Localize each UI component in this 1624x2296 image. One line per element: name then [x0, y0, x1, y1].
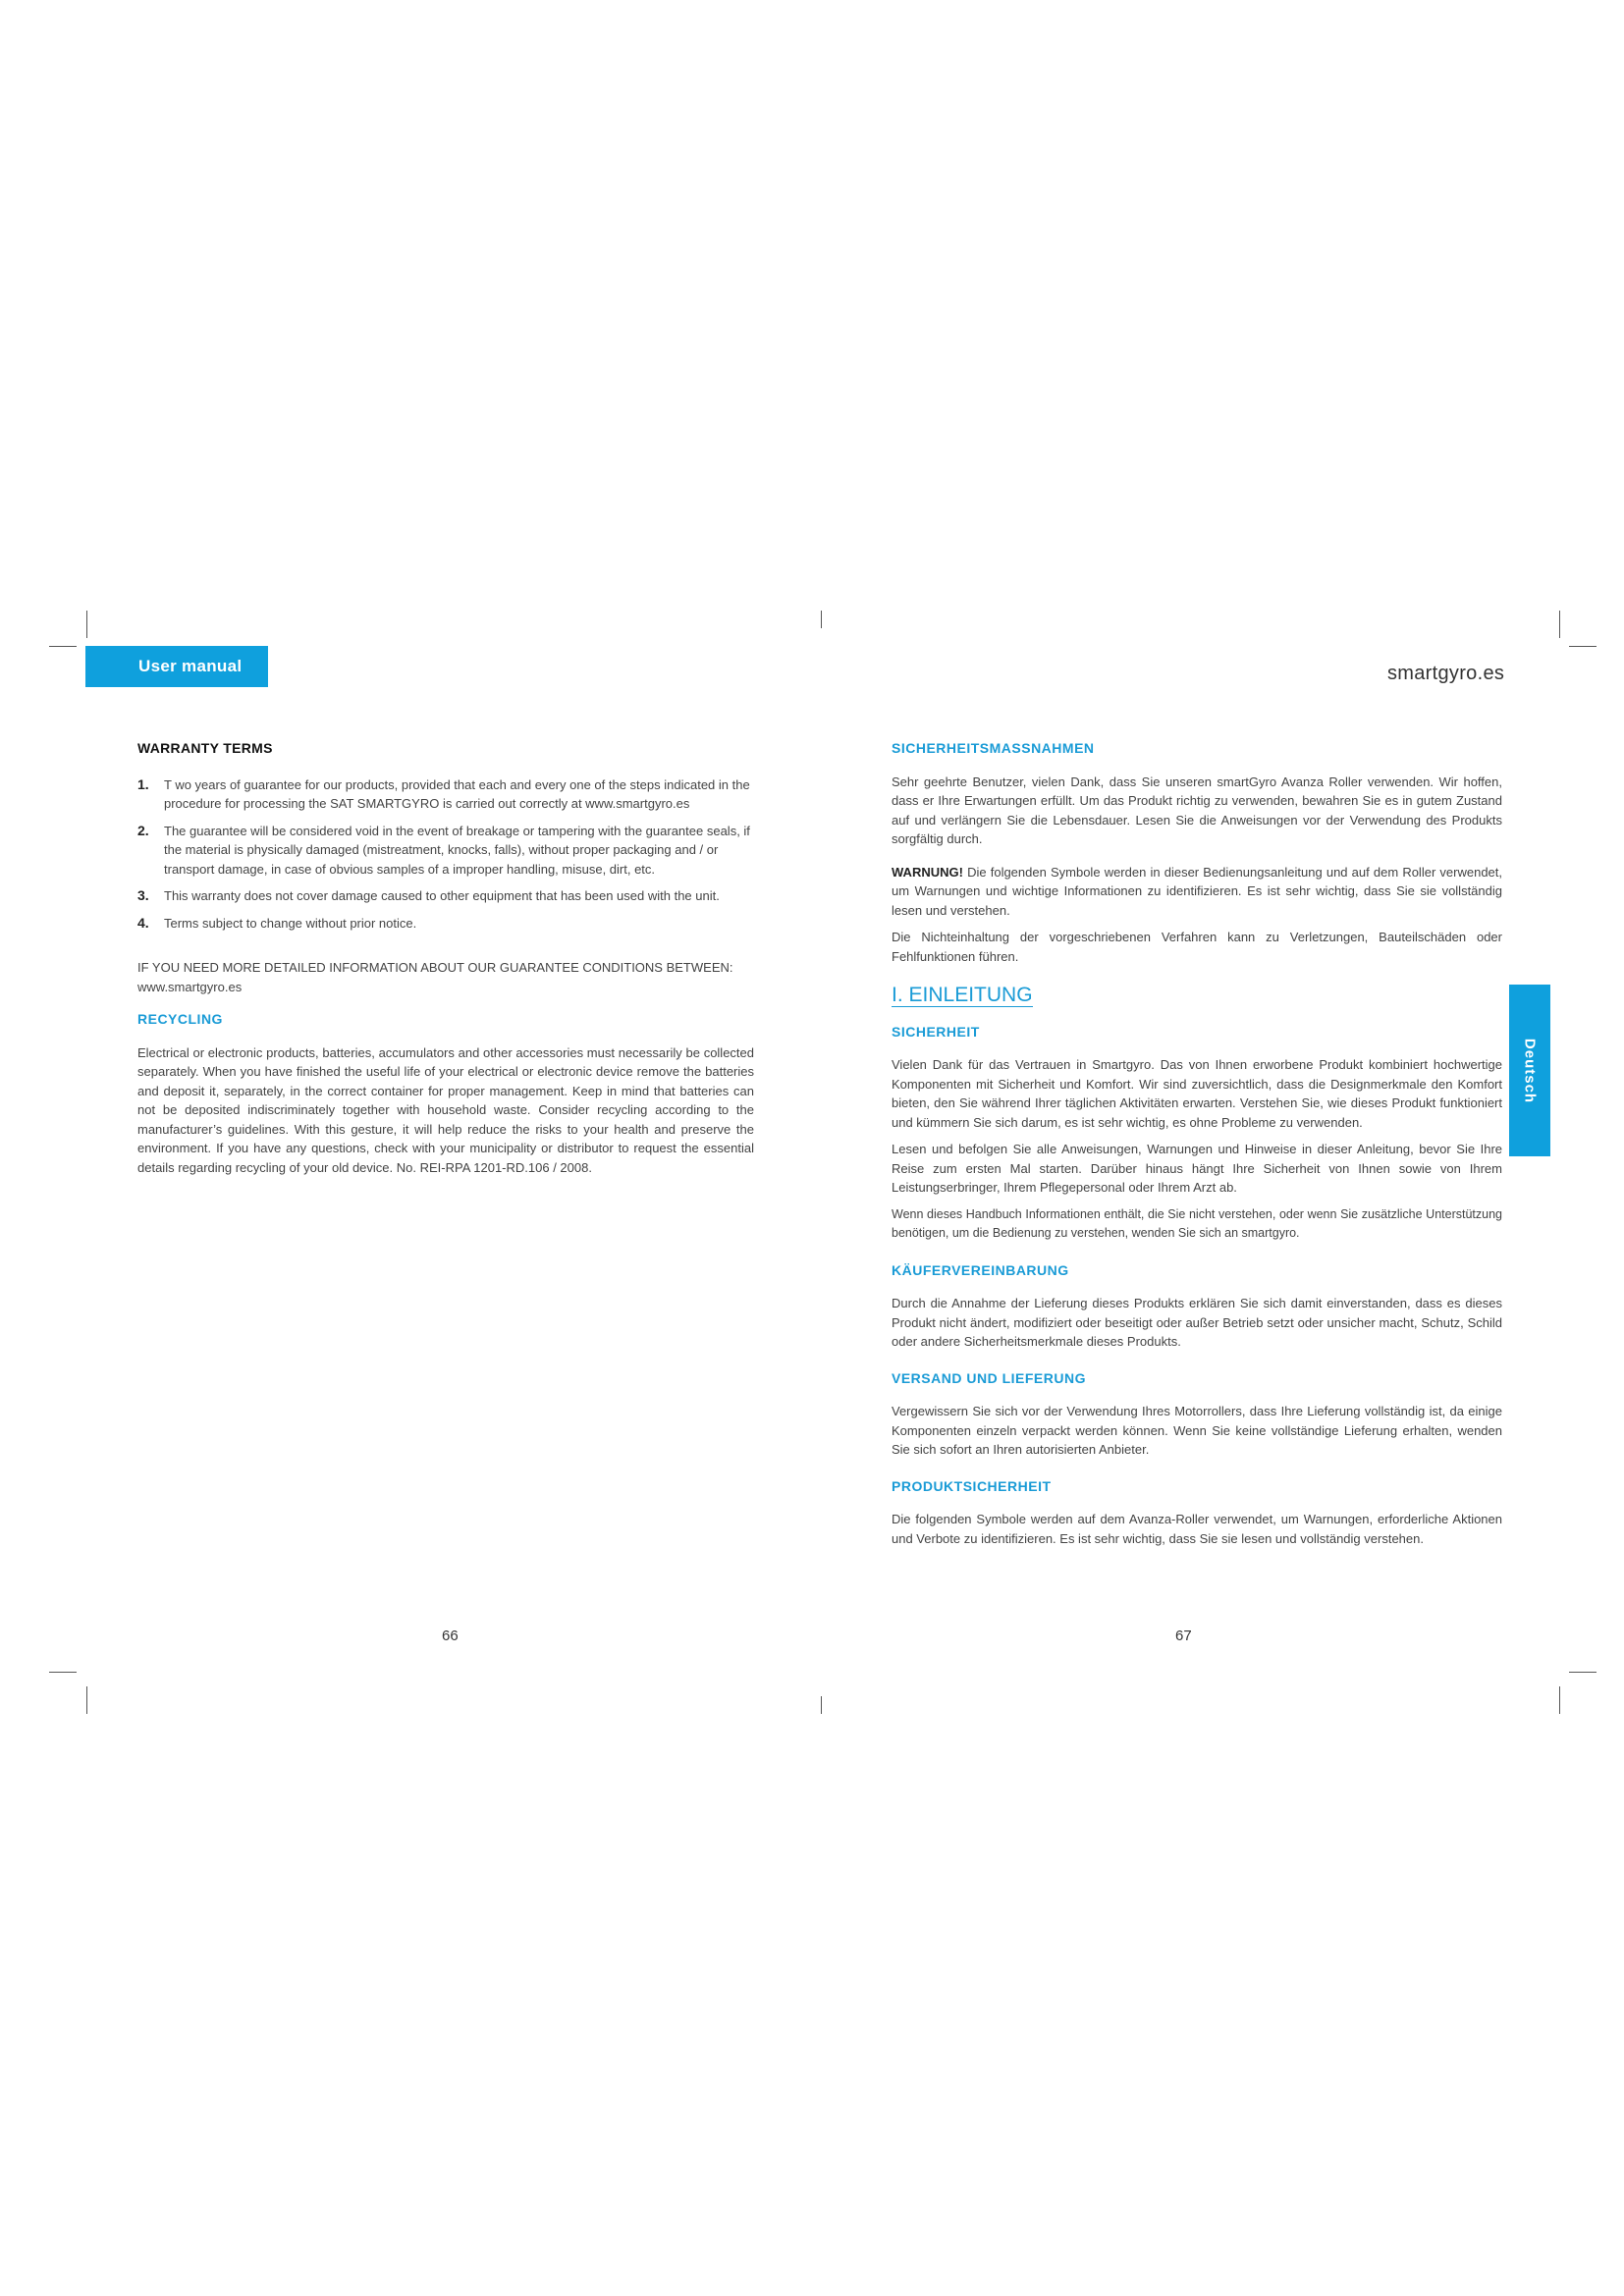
- crop-mark: [1569, 1672, 1597, 1673]
- user-manual-badge: User manual: [85, 646, 268, 687]
- left-page-column: [137, 739, 754, 1185]
- shipping-text: Vergewissern Sie sich vor der Verwendung Ihres Motorrollers, dass Ihre Lieferung vollständig ist, da einige Komponenten einzeln verpackt werden können. Wenn Sie keine vollständige Lieferung erhalten, wenden Sie sich sofort an Ihren autorisierten Anbieter.: [892, 1404, 1502, 1457]
- warranty-list: [137, 775, 754, 934]
- crop-mark: [821, 1696, 822, 1714]
- crop-mark: [821, 611, 822, 628]
- list-item: 2. The guarantee will be considered void in the event of breakage or tampering with the guarantee seals, if the material is physically damaged (mistreatment, knocks, falls), without proper packaging and / or transport damage, in case of obvious samples of a improper handling, misuse, dirt, etc.: [137, 822, 750, 877]
- crop-mark: [86, 611, 87, 638]
- list-item: 1. T wo years of guarantee for our products, provided that each and every one of the steps indicated in the procedure for processing the SAT SMARTGYRO is carried out correctly at www.smartgyro.es: [137, 775, 750, 811]
- safety-paragraph: Sehr geehrte Benutzer, vielen Dank, dass Sie unseren smartGyro Avanza Roller verwenden. Wir hoffen, dass er Ihre Erwartungen erfüllt. Um das Produkt richtig zu verwenden, bewahren Sie es in gutem Zustand auf und verlängern Sie die Lebensdauer. Lesen Sie die Anweisungen vor der Verwendung des Produkts sorgfältig durch.: [892, 774, 1502, 846]
- section-title: I. EINLEITUNG: [892, 984, 1033, 1006]
- recycling-title: RECYCLING: [137, 1011, 223, 1027]
- safety-title: SICHERHEITSMASSNAHMEN: [892, 740, 1095, 756]
- site-url: smartgyro.es: [1387, 663, 1505, 684]
- security-paragraph: Vielen Dank für das Vertrauen in Smartgyro. Das von Ihnen erworbene Produkt kombiniert hochwertige Komponenten mit Sicherheit und Komfort. Wir sind zuversichtlich, dass die Designmerkmale den Komfort bieten, den Sie während Ihrer täglichen Aktivitäten erwarten. Verstehen Sie, wie dieses Produkt funktioniert und kümmern Sie sich darum, es ist sehr wichtig, es ohne Probleme zu verwenden.: [892, 1057, 1502, 1130]
- buyer-agreement-text: Durch die Annahme der Lieferung dieses Produkts erklären Sie sich damit einverstanden, dass es dieses Produkt nicht ändert, modifiziert oder beseitigt oder außer Betrieb setzt oder unsicher macht, Schutz, Schild oder andere Sicherheitsmerkmale dieses Produkts.: [892, 1296, 1502, 1349]
- product-safety-title: PRODUKTSICHERHEIT: [892, 1477, 1052, 1494]
- crop-mark: [1559, 611, 1560, 638]
- crop-mark: [1559, 1686, 1560, 1714]
- security-paragraph: Wenn dieses Handbuch Informationen enthält, die Sie nicht verstehen, oder wenn Sie zusätzliche Unterstützung benötigen, um die Bedienung zu verstehen, wenden Sie sich an smartgyro.: [892, 1206, 1502, 1240]
- crop-mark: [1569, 646, 1597, 647]
- list-item: 4. Terms subject to change without prior notice.: [137, 914, 417, 931]
- security-title: SICHERHEIT: [892, 1023, 980, 1040]
- crop-mark: [49, 1672, 77, 1673]
- info-note: IF YOU NEED MORE DETAILED INFORMATION ABOUT OUR GUARANTEE CONDITIONS BETWEEN: www.smartgyro.es: [137, 960, 733, 994]
- language-tab: Deutsch: [1509, 985, 1550, 1156]
- page-number-left: 66: [442, 1628, 459, 1644]
- page-number-right: 67: [1175, 1628, 1192, 1644]
- safety-paragraph: Die Nichteinhaltung der vorgeschriebenen Verfahren kann zu Verletzungen, Bauteilschäden oder Fehlfunktionen führen.: [892, 930, 1502, 964]
- recycling-text: Electrical or electronic products, batteries, accumulators and other accessories must necessarily be collected separately. When you have finished the useful life of your electrical or electronic device remove the batteries and deposit it, separately, in the correct container for proper management. Keep in mind that batteries can not be deposited indiscriminately together with household waste. Consider recycling according to the manufacturer’s guidelines. With this gesture, it will help reduce the risks to your health and preserve the environment. If you have any questions, check with your municipality or distributor to request the essential details regarding recycling of your old device. No. REI-RPA 1201-RD.106 / 2008.: [137, 1044, 754, 1175]
- buyer-agreement-title: KÄUFERVEREINBARUNG: [892, 1261, 1069, 1278]
- security-paragraph: Lesen und befolgen Sie alle Anweisungen, Warnungen und Hinweise in dieser Anleitung, bevor Sie Ihre Reise zum ersten Mal starten. Darüber hinaus hängt Ihre Sicherheit von Ihnen sowie von Ihrem Leistungserbringer, Ihrem Pflegepersonal oder Ihrem Arzt ab.: [892, 1142, 1502, 1195]
- right-page-column: [892, 739, 1502, 1556]
- warning-label: WARNUNG!: [892, 864, 963, 880]
- product-safety-text: Die folgenden Symbole werden auf dem Avanza-Roller verwendet, um Warnungen, erforderliche Aktionen und Verbote zu identifizieren. Es ist sehr wichtig, dass Sie sie lesen und vollständig verstehen.: [892, 1512, 1502, 1546]
- warning-paragraph: WARNUNG! Die folgenden Symbole werden in dieser Bedienungsanleitung und auf dem Roller verwendet, um Warnungen und wichtige Informationen zu identifizieren. Es ist sehr wichtig, dass Sie sie vollständig lesen und verstehen.: [892, 864, 1502, 918]
- list-item: 3. This warranty does not cover damage caused to other equipment that has been used with the unit.: [137, 887, 720, 903]
- crop-mark: [86, 1686, 87, 1714]
- crop-mark: [49, 646, 77, 647]
- warranty-title: WARRANTY TERMS: [137, 740, 273, 756]
- shipping-title: VERSAND UND LIEFERUNG: [892, 1369, 1086, 1386]
